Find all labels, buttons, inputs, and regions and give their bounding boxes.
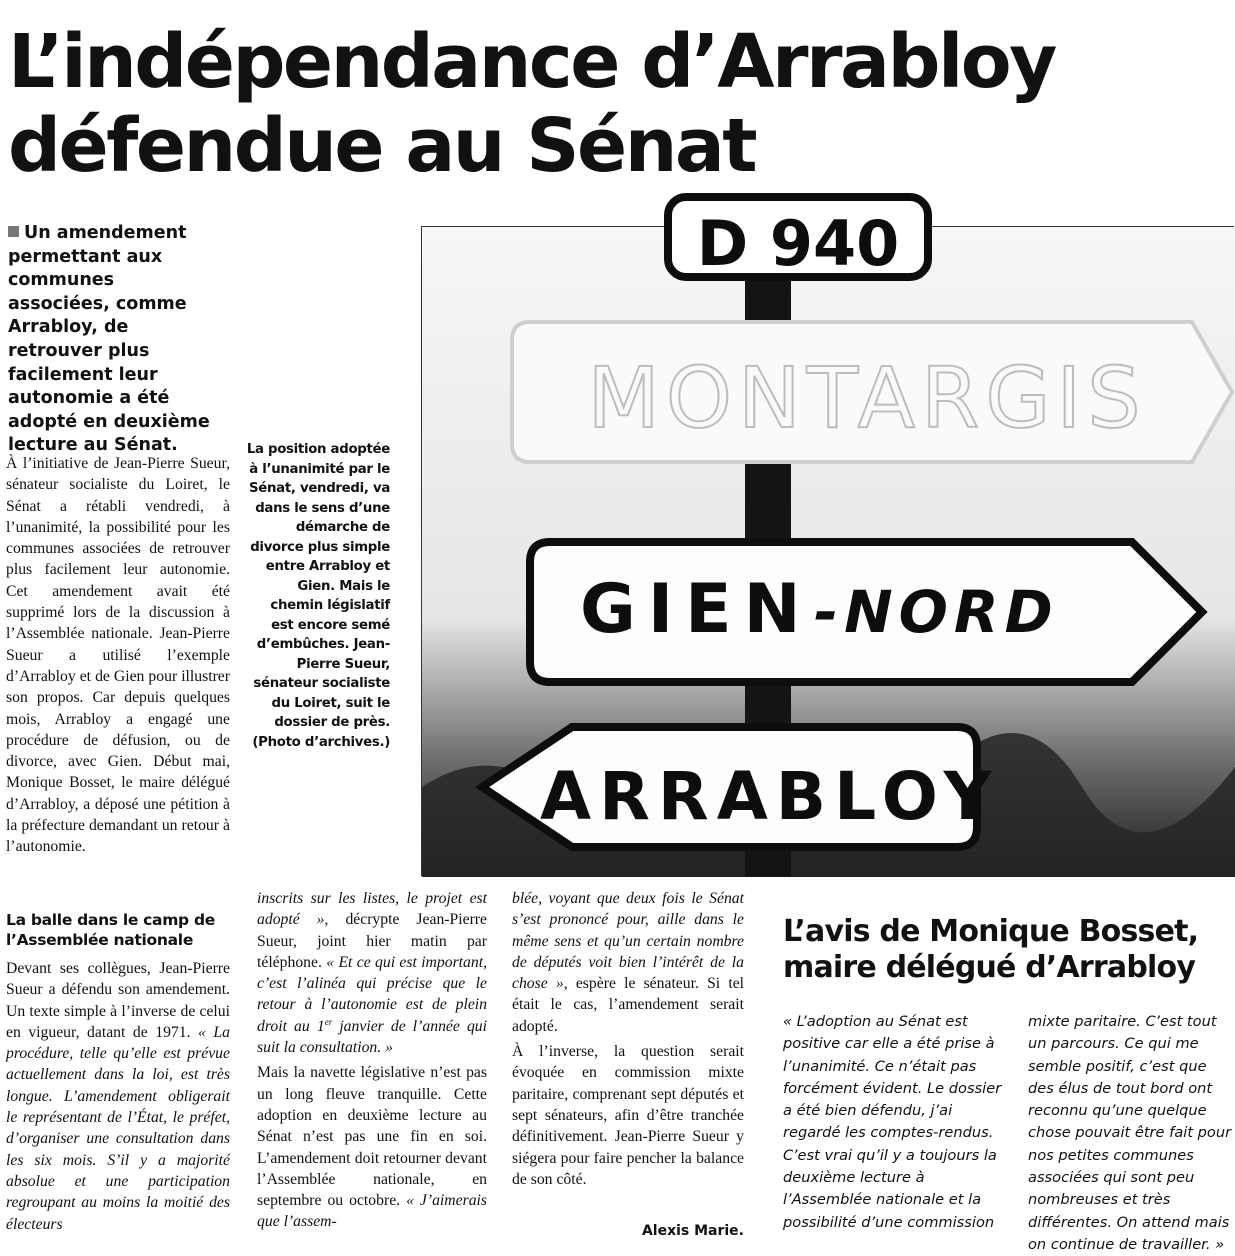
sign-arrabloy-text: ARRABLOY bbox=[540, 758, 1000, 835]
body-quote: « J’aimerais que l’assem- bbox=[257, 1192, 487, 1231]
sign-d940 bbox=[668, 197, 928, 280]
bullet-square-icon bbox=[8, 226, 19, 237]
body-quote: blée, voyant que deux fois le Sénat s’est prononcé pour, aille dans le même sens et qu’un certain nombre de députés voit bien l’intérêt de la chose » bbox=[512, 890, 744, 993]
photo-caption: La position adoptée à l’unanimité par le Sénat, vendredi, va dans le sens d’une démarche de divorce plus simple entre Arrabloy et Gien. Mais le chemin législatif est encore semé d’embûches. Jean-Pierre Sueur, sénateur socialiste du Loiret, suit le dossier de près. (Photo d’archives.) bbox=[246, 442, 390, 750]
interview-box-title bbox=[783, 914, 1213, 986]
body-column-1 bbox=[6, 453, 230, 858]
body-quote: inscrits sur les listes, le projet est adopté » bbox=[257, 890, 487, 929]
headline-line-2: défendue au Sénat bbox=[8, 103, 756, 189]
sign-gien-nord bbox=[530, 542, 1202, 682]
body-column-1-continued bbox=[6, 958, 230, 1235]
article-lede bbox=[8, 222, 213, 458]
body-text: , décrypte Jean-Pierre Sueur, joint hier matin par téléphone. bbox=[257, 911, 487, 971]
interview-quote-column-2: mixte paritaire. C’est tout un parcours. Ce qui me semble positif, c’est que des élus de tout bord ont reconnu qu’une quelque chose pouvait être fait pour nos petites communes associées qui sont peu nombreuses et très différentes. On attend mais on continue de travailler. » bbox=[1028, 1013, 1232, 1253]
interview-quote-column-1: « L’adoption au Sénat est positive car elle a été prise à l’unanimité. Ce n’était pas forcément évident. Le dossier a été bien défendu, j’ai regardé les comptes-rendus. C’est vrai qu’il y a toujours la deuxième lecture à l’Assemblée nationale et la possibilité d’une commission bbox=[783, 1013, 1002, 1231]
sign-montargis bbox=[512, 322, 1232, 462]
sign-arrabloy bbox=[482, 727, 999, 847]
author-signature: Alexis Marie. bbox=[641, 1223, 744, 1239]
body-quote: janvier de l’année qui suit la consultation. » bbox=[257, 1017, 487, 1057]
interview-title-line-2: maire délégué d’Arrabloy bbox=[783, 950, 1196, 985]
lede-text: Un amendement permettant aux communes associées, comme Arrabloy, de retrouver plus facilement leur autonomie a été adopté en deuxième lecture au Sénat. bbox=[8, 223, 210, 456]
headline-line-1: L’indépendance d’Arrabloy bbox=[8, 19, 1055, 105]
body-text: , espère le sénateur. Si tel était le cas, l’amendement serait adopté. bbox=[512, 975, 745, 1035]
body-paragraph bbox=[257, 1062, 487, 1232]
body-intro-paragraph: À l’initiative de Jean-Pierre Sueur, sénateur socialiste du Loiret, le Sénat a rétabli vendredi, à l’unanimité, la possibilité pour les communes associées de retrouver plus facilement leur autonomie. Cet amendement avait été supprimé lors de la discussion à l’Assemblée nationale. Jean-Pierre Sueur a utilisé l’exemple d’Arrabloy et de Gien pour illustrer son propos. Car depuis quelques mois, Arrabloy a engagé une procédure de défusion, ou de divorce, avec Gien. Début mai, Monique Bosset, le maire délégué d’Arrabloy, a déposé une pétition à la préfecture demandant un retour à l’autonomie. bbox=[6, 455, 230, 856]
body-paragraph bbox=[257, 888, 487, 1058]
body-column-2 bbox=[257, 888, 487, 1233]
body-text: Mais la navette législative n’est pas un long fleuve tranquille. Cette adoption en deuxième lecture au Sénat n’est pas une fin en soi. L’amendement doit retourner devant l’Assemblée nationale, en septembre ou octobre. bbox=[257, 1064, 487, 1210]
body-paragraph bbox=[6, 958, 230, 1235]
article-headline bbox=[8, 20, 1208, 188]
body-text: Devant ses collègues, Jean-Pierre Sueur a défendu son amendement. Un texte simple à l’inverse de celui en vigueur, datant de 1971. bbox=[6, 960, 230, 1041]
road-signs-photo bbox=[421, 207, 1234, 876]
sign-d940-text: D 940 bbox=[696, 207, 900, 280]
body-paragraph: À l’inverse, la question serait évoquée en commission mixte paritaire, comprenant sept députés et sept sénateurs, afin d’être tranchée définitivement. Jean-Pierre Sueur y siégera pour faire pencher la balance de son côté. bbox=[512, 1043, 744, 1188]
sign-gien-text: GIEN bbox=[580, 570, 813, 649]
interview-title-line-1: L’avis de Monique Bosset, bbox=[783, 914, 1199, 949]
body-paragraph bbox=[512, 888, 744, 1037]
sign-montargis-text: MONTARGIS bbox=[587, 349, 1147, 447]
body-quote: « Et ce qui est important, c’est l’alinéa qui précise que le retour à l’autonomie est de plein droit au 1 bbox=[257, 953, 487, 1035]
body-quote: « La procédure, telle qu’elle est prévue actuellement dans la loi, est très longue. L’amendement obligerait le représentant de l’État, le préfet, d’organiser une consultation dans les six mois. S’il y a majorité absolue et une participation regroupant au moins la moitié des électeurs bbox=[6, 1023, 230, 1233]
superscript: er bbox=[324, 1016, 333, 1027]
section-subhead: La balle dans le camp de l’Assemblée nationale bbox=[6, 911, 215, 949]
road-signs-illustration bbox=[422, 207, 1235, 877]
sign-nord-text: -NORD bbox=[814, 578, 1059, 646]
body-column-3 bbox=[512, 888, 744, 1190]
